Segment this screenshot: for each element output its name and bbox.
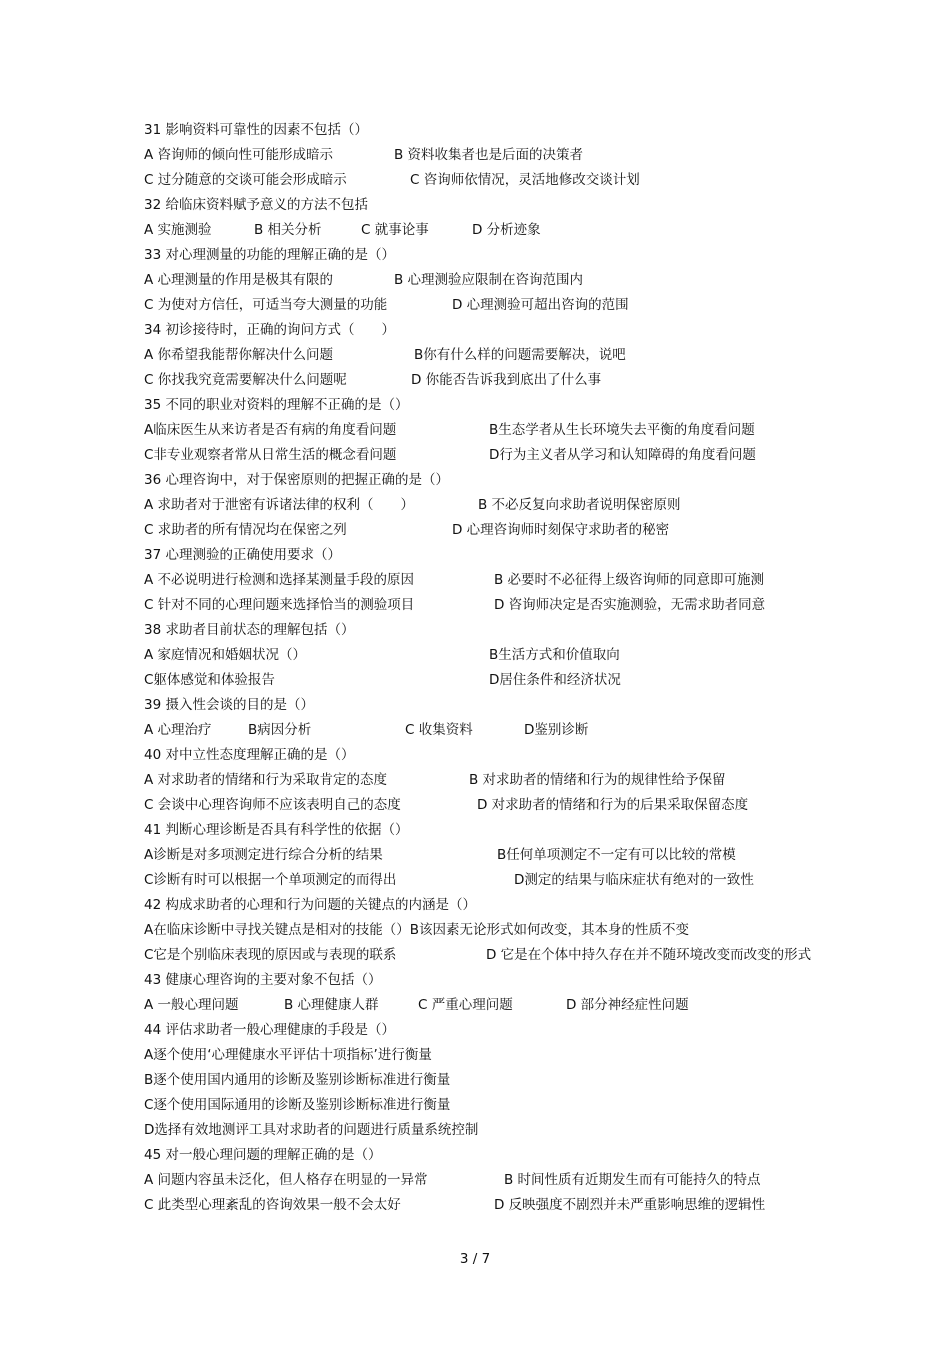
- answer-option: B 对求助者的情绪和行为的规律性给予保留: [469, 772, 726, 788]
- answer-option: B逐个使用国内通用的诊断及鉴别诊断标准进行衡量: [144, 1072, 451, 1088]
- page-number: 3 / 7: [459, 1251, 491, 1267]
- answer-option: A 实施测验: [144, 222, 212, 238]
- option-row: [144, 871, 940, 889]
- answer-option: B 心理测验应限制在咨询范围内: [394, 272, 584, 288]
- option-row: [144, 371, 940, 389]
- answer-option: D 心理咨询师时刻保守求助者的秘密: [452, 522, 670, 538]
- option-row: [144, 1071, 940, 1089]
- answer-option: A 问题内容虽未泛化，但人格存在明显的一异常: [144, 1172, 428, 1188]
- answer-option: A 家庭情况和婚姻状况（）: [144, 647, 307, 663]
- question-title: 31 影响资料可靠性的因素不包括（）: [144, 122, 368, 138]
- option-row: [144, 596, 940, 614]
- answer-option: D测定的结果与临床症状有绝对的一致性: [514, 872, 754, 888]
- question-title: 41 判断心理诊断是否具有科学性的依据（）: [144, 822, 409, 838]
- answer-option: A 不必说明进行检测和选择某测量手段的原因: [144, 572, 415, 588]
- option-row: [144, 421, 940, 439]
- option-row: [144, 271, 940, 289]
- answer-option: B 资料收集者也是后面的决策者: [394, 147, 584, 163]
- option-row: [144, 1171, 940, 1189]
- option-row: [144, 671, 940, 689]
- option-row: [144, 296, 940, 314]
- option-row: [144, 521, 940, 539]
- option-row: [144, 346, 940, 364]
- question-title: 35 不同的职业对资料的理解不正确的是（）: [144, 397, 409, 413]
- answer-option: B 必要时不必征得上级咨询师的同意即可施测: [494, 572, 765, 588]
- question-title: 42 构成求助者的心理和行为问题的关键点的内涵是（）: [144, 897, 476, 913]
- answer-option: D选择有效地测评工具对求助者的问题进行质量系统控制: [144, 1122, 479, 1138]
- option-row: [144, 721, 940, 739]
- answer-option: D 分析迹象: [472, 222, 541, 238]
- answer-option: C 为使对方信任，可适当夸大测量的功能: [144, 297, 388, 313]
- answer-option: D鉴别诊断: [524, 722, 589, 738]
- answer-option: D 你能否告诉我到底出了什么事: [411, 372, 602, 388]
- answer-option: D 咨询师决定是否实施测验，无需求助者同意: [494, 597, 766, 613]
- answer-option: A逐个使用‘心理健康水平评估十项指标’进行衡量: [144, 1047, 432, 1063]
- answer-option: A在临床诊断中寻找关键点是相对的技能（）B该因素无论形式如何改变，其本身的性质不变: [144, 922, 689, 938]
- question-title: 40 对中立性态度理解正确的是（）: [144, 747, 355, 763]
- answer-option: C 求助者的所有情况均在保密之列: [144, 522, 347, 538]
- answer-option: A临床医生从来访者是否有病的角度看问题: [144, 422, 397, 438]
- option-row: [144, 496, 940, 514]
- answer-option: C它是个别临床表现的原因或与表现的联系: [144, 947, 397, 963]
- answer-option: C 收集资料: [405, 722, 473, 738]
- answer-option: D居住条件和经济状况: [489, 672, 621, 688]
- answer-option: D 反映强度不剧烈并未严重影响思维的逻辑性: [494, 1197, 766, 1213]
- answer-option: A 求助者对于泄密有诉诸法律的权利（ ）: [144, 497, 415, 513]
- answer-option: C 咨询师依情况，灵活地修改交谈计划: [410, 172, 640, 188]
- question-title: 44 评估求助者一般心理健康的手段是（）: [144, 1022, 395, 1038]
- answer-option: B 心理健康人群: [284, 997, 379, 1013]
- answer-option: D行为主义者从学习和认知障碍的角度看问题: [489, 447, 756, 463]
- answer-option: B病因分析: [248, 722, 312, 738]
- answer-option: A 你希望我能帮你解决什么问题: [144, 347, 334, 363]
- answer-option: C 严重心理问题: [418, 997, 513, 1013]
- answer-option: C 你找我究竟需要解决什么问题呢: [144, 372, 347, 388]
- answer-option: C躯体感觉和体验报告: [144, 672, 275, 688]
- option-row: [144, 171, 940, 189]
- answer-option: C 就事论事: [361, 222, 429, 238]
- option-row: [144, 221, 940, 239]
- option-row: [144, 446, 940, 464]
- answer-option: B 相关分析: [254, 222, 322, 238]
- option-row: [144, 1196, 940, 1214]
- answer-option: D 部分神经症性问题: [566, 997, 689, 1013]
- answer-option: A 一般心理问题: [144, 997, 239, 1013]
- answer-option: D 对求助者的情绪和行为的后果采取保留态度: [477, 797, 749, 813]
- question-title: 33 对心理测量的功能的理解正确的是（）: [144, 247, 395, 263]
- option-row: [144, 1096, 940, 1114]
- answer-option: C 会谈中心理咨询师不应该表明自己的态度: [144, 797, 401, 813]
- question-title: 43 健康心理咨询的主要对象不包括（）: [144, 972, 382, 988]
- answer-option: B生态学者从生长环境失去平衡的角度看问题: [489, 422, 755, 438]
- answer-option: A诊断是对多项测定进行综合分析的结果: [144, 847, 383, 863]
- option-row: [144, 1046, 940, 1064]
- answer-option: C 过分随意的交谈可能会形成暗示: [144, 172, 347, 188]
- answer-option: A 对求助者的情绪和行为采取肯定的态度: [144, 772, 388, 788]
- question-title: 38 求助者目前状态的理解包括（）: [144, 622, 355, 638]
- answer-option: B 时间性质有近期发生而有可能持久的特点: [504, 1172, 761, 1188]
- option-row: [144, 1121, 940, 1139]
- option-row: [144, 571, 940, 589]
- answer-option: C逐个使用国际通用的诊断及鉴别诊断标准进行衡量: [144, 1097, 451, 1113]
- question-title: 34 初诊接待时，正确的询问方式（ ）: [144, 322, 395, 338]
- question-title: 39 摄入性会谈的目的是（）: [144, 697, 314, 713]
- answer-option: A 心理治疗: [144, 722, 212, 738]
- option-row: [144, 796, 940, 814]
- question-title: 32 给临床资料赋予意义的方法不包括: [144, 197, 368, 213]
- answer-option: C 此类型心理紊乱的咨询效果一般不会太好: [144, 1197, 401, 1213]
- answer-option: C诊断有时可以根据一个单项测定的而得出: [144, 872, 397, 888]
- question-title: 36 心理咨询中，对于保密原则的把握正确的是（）: [144, 472, 449, 488]
- question-title: 37 心理测验的正确使用要求（）: [144, 547, 341, 563]
- option-row: [144, 996, 940, 1014]
- answer-option: B 不必反复向求助者说明保密原则: [478, 497, 681, 513]
- option-row: [144, 846, 940, 864]
- answer-option: B生活方式和价值取向: [489, 647, 620, 663]
- answer-option: B你有什么样的问题需要解决，说吧: [414, 347, 626, 363]
- option-row: [144, 921, 940, 939]
- answer-option: D 心理测验可超出咨询的范围: [452, 297, 629, 313]
- option-row: [144, 146, 940, 164]
- answer-option: C非专业观察者常从日常生活的概念看问题: [144, 447, 397, 463]
- answer-option: A 心理测量的作用是极其有限的: [144, 272, 334, 288]
- option-row: [144, 646, 940, 664]
- answer-option: D 它是在个体中持久存在并不随环境改变而改变的形式: [486, 947, 812, 963]
- answer-option: B任何单项测定不一定有可以比较的常模: [497, 847, 736, 863]
- option-row: [144, 771, 940, 789]
- answer-option: C 针对不同的心理问题来选择恰当的测验项目: [144, 597, 415, 613]
- question-title: 45 对一般心理问题的理解正确的是（）: [144, 1147, 382, 1163]
- answer-option: A 咨询师的倾向性可能形成暗示: [144, 147, 334, 163]
- option-row: [144, 946, 940, 964]
